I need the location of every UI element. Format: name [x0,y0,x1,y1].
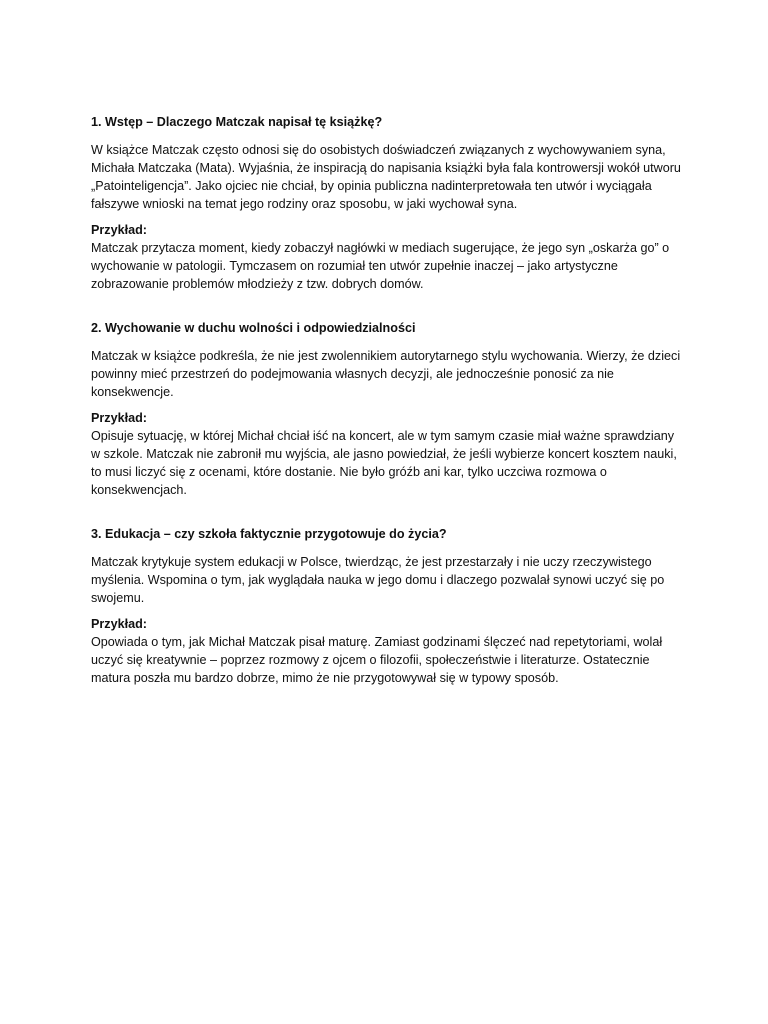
section-paragraph: W książce Matczak często odnosi się do osobistych doświadczeń związanych z wychowywaniem syna, Michała Matczaka (Mata). Wyjaśnia, że inspiracją do napisania książki była fala kontrowersji wokół utworu „Patointeligencja”. Jako ojciec nie chciał, by opinia publiczna nadinterpretowała ten utwór i wyciągała fałszywe wnioski na temat jego rodziny oraz sposobu, w jaki wychował syna. [91,143,681,211]
example-label: Przykład: [91,411,147,425]
document-page [91,113,681,687]
section-paragraph: Matczak w książce podkreśla, że nie jest zwolennikiem autorytarnego stylu wychowania. Wierzy, że dzieci powinny mieć przestrzeń do podejmowania własnych decyzji, ale jednocześnie ponosić za nie konsekwencje. [91,349,681,399]
example-label: Przykład: [91,223,147,237]
section-1 [91,113,681,293]
example-text: Opowiada o tym, jak Michał Matczak pisał maturę. Zamiast godzinami ślęczeć nad repetytoriami, wolał uczyć się kreatywnie – poprzez rozmowy z ojcem o filozofii, społeczeństwie i literaturze. Ostatecznie matura poszła mu bardzo dobrze, mimo że nie przygotowywał się w typowy sposób. [91,635,663,685]
example-label: Przykład: [91,617,147,631]
example-text: Matczak przytacza moment, kiedy zobaczył nagłówki w mediach sugerujące, że jego syn „oskarża go” o wychowanie w patologii. Tymczasem on rozumiał ten utwór zupełnie inaczej – jako artystyczne zobrazowanie problemów młodzieży z tzw. dobrych domów. [91,241,670,291]
section-2 [91,319,681,499]
section-paragraph: Matczak krytykuje system edukacji w Polsce, twierdząc, że jest przestarzały i nie uczy rzeczywistego myślenia. Wspomina o tym, jak wyglądała nauka w jego domu i dlaczego pozwalał synowi uczyć się po swojemu. [91,555,665,605]
example-text: Opisuje sytuację, w której Michał chciał iść na koncert, ale w tym samym czasie miał ważne sprawdziany w szkole. Matczak nie zabronił mu wyjścia, ale jasno powiedział, że jeśli wybierze koncert kosztem nauki, to musi liczyć się z ocenami, które dostanie. Nie było gróźb ani kar, tylko uczciwa rozmowa o konsekwencjach. [91,429,677,497]
section-heading: 3. Edukacja – czy szkoła faktycznie przygotowuje do życia? [91,527,447,541]
section-heading: 2. Wychowanie w duchu wolności i odpowiedzialności [91,321,416,335]
section-heading: 1. Wstęp – Dlaczego Matczak napisał tę książkę? [91,115,383,129]
section-3 [91,525,681,687]
